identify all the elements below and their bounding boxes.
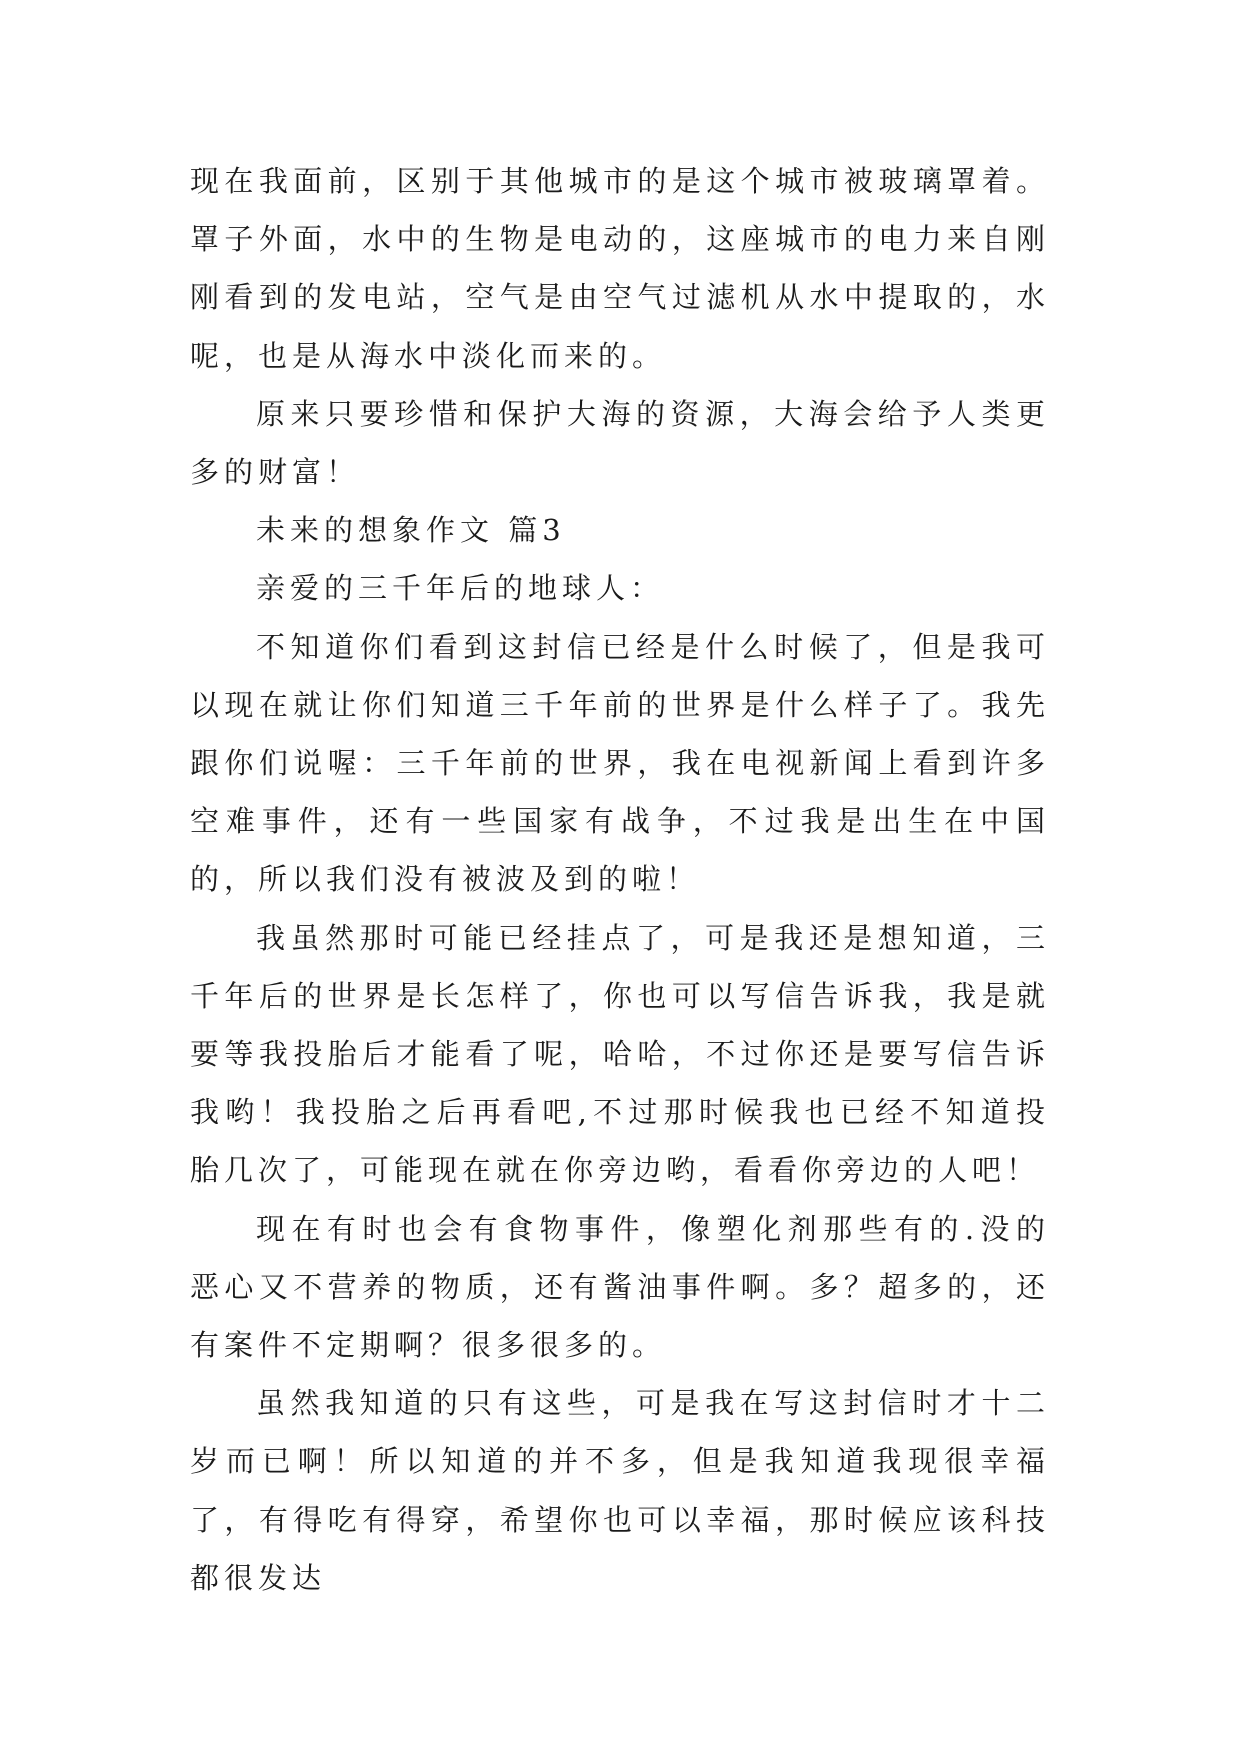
paragraph-8: 虽然我知道的只有这些，可是我在写这封信时才十二岁而已啊！所以知道的并不多，但是我知道我现很幸福了，有得吃有得穿，希望你也可以幸福，那时候应该科技都很发达	[190, 1386, 1050, 1595]
paragraph-5: 不知道你们看到这封信已经是什么时候了，但是我可以现在就让你们知道三千年前的世界是什么样子了。我先跟你们说喔：三千年前的世界，我在电视新闻上看到许多空难事件，还有一些国家有战争，不过我是出生在中国的，所以我们没有被波及到的啦！	[190, 629, 1050, 897]
paragraph-1: 现在我面前，区别于其他城市的是这个城市被玻璃罩着。罩子外面，水中的生物是电动的，这座城市的电力来自刚刚看到的发电站，空气是由空气过滤机从水中提取的，水呢，也是从海水中淡化而来的。	[190, 164, 1050, 373]
document-body	[190, 152, 1050, 1607]
section-heading: 未来的想象作文 篇3	[256, 513, 566, 548]
paragraph-6: 我虽然那时可能已经挂点了，可是我还是想知道，三千年后的世界是长怎样了，你也可以写信告诉我，我是就要等我投胎后才能看了呢，哈哈，不过你还是要写信告诉我哟！我投胎之后再看吧,不过那时候我也已经不知道投胎几次了，可能现在就在你旁边哟，看看你旁边的人吧！	[190, 920, 1050, 1188]
letter-salutation: 亲爱的三千年后的地球人：	[256, 571, 665, 606]
paragraph-2: 原来只要珍惜和保护大海的资源，大海会给予人类更多的财富！	[190, 396, 1050, 490]
paragraph-7: 现在有时也会有食物事件，像塑化剂那些有的.没的恶心又不营养的物质，还有酱油事件啊。多？超多的，还有案件不定期啊？很多很多的。	[190, 1211, 1050, 1363]
